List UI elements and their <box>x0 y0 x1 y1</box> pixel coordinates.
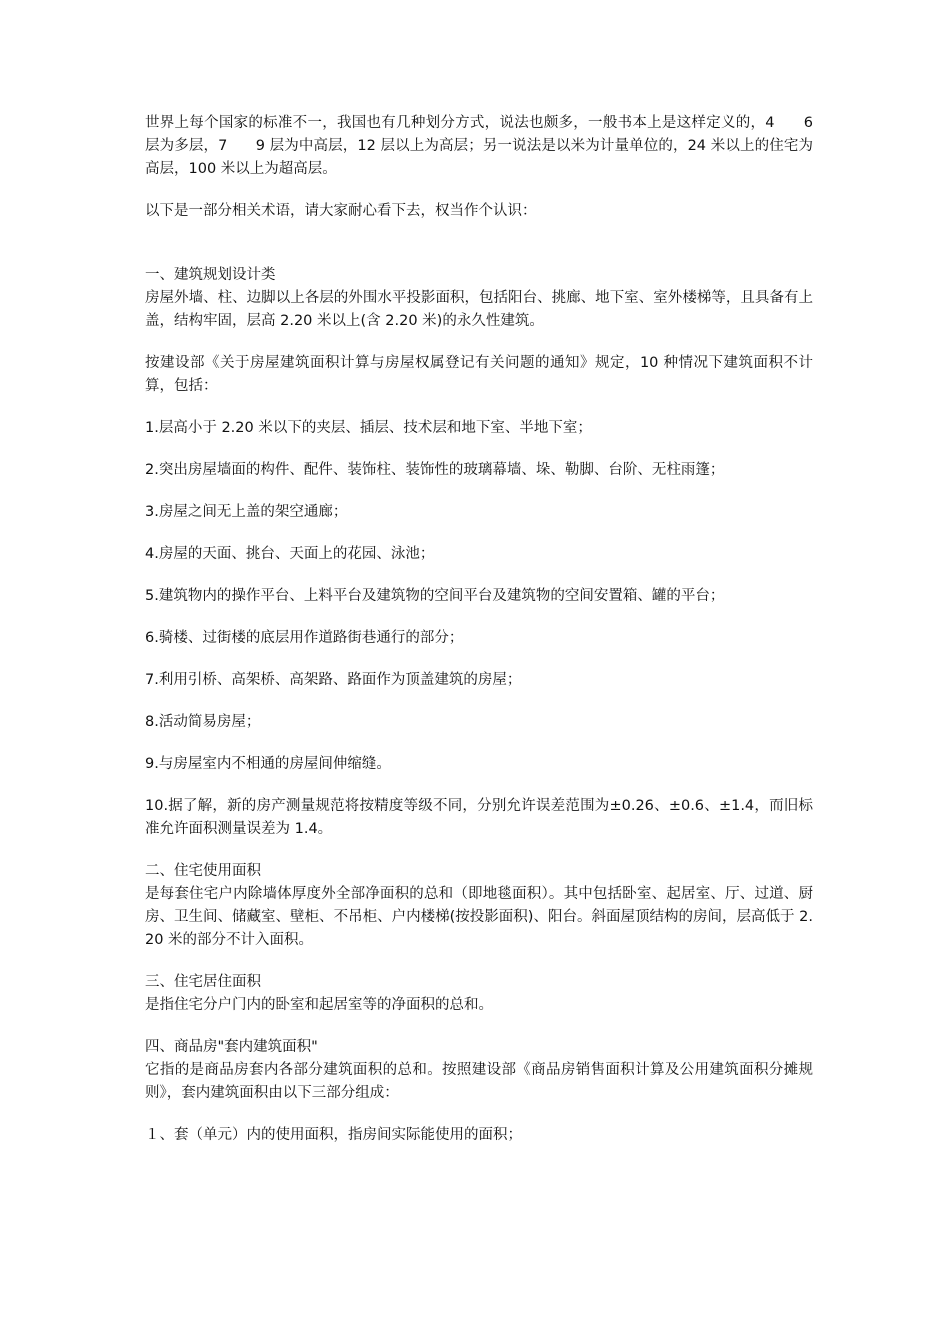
suite-list-item-1: １、套（单元）内的使用面积，指房间实际能使用的面积； <box>145 1127 522 1143</box>
list-item-3: 3.房屋之间无上盖的架空通廊； <box>145 504 348 520</box>
list-item-6: 6.骑楼、过街楼的底层用作道路街巷通行的部分； <box>145 630 464 646</box>
document-page <box>145 112 818 1166</box>
section-heading-4: 四、商品房"套内建筑面积" <box>145 1039 318 1055</box>
exclusion-rule-paragraph: 按建设部《关于房屋建筑面积计算与房屋权属登记有关问题的通知》规定，10 种情况下建筑面积不计算，包括： <box>145 355 813 394</box>
list-item-7: 7.利用引桥、高架桥、高架路、路面作为顶盖建筑的房屋； <box>145 672 522 688</box>
list-item-9: 9.与房屋室内不相通的房屋间伸缩缝。 <box>145 756 391 772</box>
section-heading-2: 二、住宅使用面积 <box>145 863 261 879</box>
list-item-5: 5.建筑物内的操作平台、上料平台及建筑物的空间平台及建筑物的空间安置箱、罐的平台； <box>145 588 725 604</box>
list-item-2: 2.突出房屋墙面的构件、配件、装饰柱、装饰性的玻璃幕墙、垛、勒脚、台阶、无柱雨篷； <box>145 462 725 478</box>
living-area-definition: 是指住宅分户门内的卧室和起居室等的净面积的总和。 <box>145 997 493 1013</box>
intro-paragraph: 世界上每个国家的标准不一，我国也有几种划分方式，说法也颇多，一般书本上是这样定义的，4 6 层为多层，7 9 层为中高层，12 层以上为高层；另一说法是以米为计量单位的，24 米以上的住宅为高层，100 米以上为超高层。 <box>145 115 818 177</box>
list-item-10: 10.据了解，新的房产测量规范将按精度等级不同，分别允许误差范围为±0.26、±0.6、±1.4，而旧标准允许面积测量误差为 1.4。 <box>145 798 813 837</box>
section-heading-1: 一、建筑规划设计类 <box>145 267 276 283</box>
building-area-definition: 房屋外墙、柱、边脚以上各层的外围水平投影面积，包括阳台、挑廊、地下室、室外楼梯等，且具备有上盖，结构牢固，层高 2.20 米以上(含 2.20 米)的永久性建筑。 <box>145 290 813 329</box>
section-heading-3: 三、住宅居住面积 <box>145 974 261 990</box>
usable-area-definition: 是每套住宅户内除墙体厚度外全部净面积的总和（即地毯面积）。其中包括卧室、起居室、厅、过道、厨房、卫生间、储藏室、壁柜、不吊柜、户内楼梯(按投影面积)、阳台。斜面屋顶结构的房间，层高低于 2.20 米的部分不计入面积。 <box>145 886 813 948</box>
list-item-8: 8.活动简易房屋； <box>145 714 261 730</box>
list-item-4: 4.房屋的天面、挑台、天面上的花园、泳池； <box>145 546 435 562</box>
list-item-1: 1.层高小于 2.20 米以下的夹层、插层、技术层和地下室、半地下室； <box>145 420 592 436</box>
terms-intro-paragraph: 以下是一部分相关术语，请大家耐心看下去，权当作个认识： <box>145 203 537 219</box>
suite-area-definition: 它指的是商品房套内各部分建筑面积的总和。按照建设部《商品房销售面积计算及公用建筑面积分摊规则》，套内建筑面积由以下三部分组成： <box>145 1062 813 1101</box>
